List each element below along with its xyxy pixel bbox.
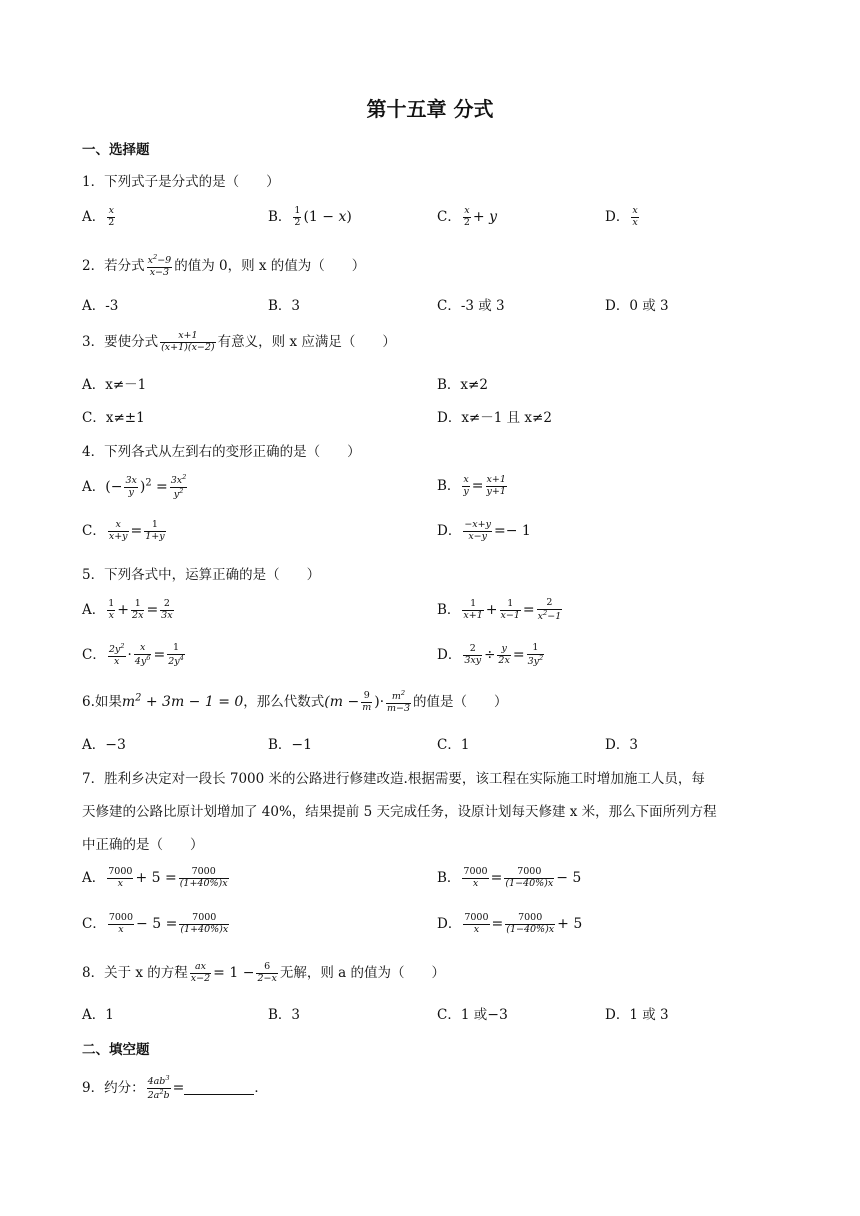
q5-option-d: D． $\frac{2}{3xy}$ ÷ $\frac{y}{2x}$ = $\frac{1}{3y^2}$ — [437, 642, 544, 668]
question-7-line-2: 天修建的公路比原计划增加了 40%，结果提前 5 天完成任务，设原计划每天修建 x 米，那么下面所列方程 — [82, 804, 717, 820]
question-4-stem: 4．下列各式从左到右的变形正确的是（ ） — [82, 444, 361, 460]
q3-option-b: B．x≠2 — [437, 377, 488, 393]
section-fill-heading: 二、填空题 — [82, 1042, 150, 1058]
q7-option-a: A． $\frac{7000}{x}$ + 5 = $\frac{7000}{(1+40\%)x}$ — [82, 866, 228, 889]
q5-option-a: A． $\frac{1}{x}$ + $\frac{1}{2x}$ = $\frac{2}{3x}$ — [82, 598, 173, 621]
q3-option-a: A．x≠－1 — [82, 377, 147, 393]
q6-option-a: A．−3 — [82, 737, 126, 753]
question-8-stem: 8．关于 x 的方程 $\frac{ax}{x-2}$ = 1 − $\frac{6}{2-x}$ 无解，则 a 的值为（ ） — [82, 961, 445, 984]
q8-option-b: B．3 — [268, 1007, 301, 1023]
q2-option-c: C．-3 或 3 — [437, 298, 505, 314]
question-9-stem: 9．约分： $\frac{4ab^3}{2a^2b}$ = ． — [82, 1074, 268, 1102]
question-5-stem: 5．下列各式中，运算正确的是（ ） — [82, 567, 321, 583]
q8-option-c: C．1 或−3 — [437, 1007, 508, 1023]
q3-option-c: C．x≠±1 — [82, 410, 145, 426]
q5-option-c: C． $\frac{2y^2}{x}$ · $\frac{x}{4y^6}$ = $\frac{1}{2y^4}$ — [82, 642, 184, 668]
q4-option-c: C． $\frac{x}{x+y}$ = $\frac{1}{1+y}$ — [82, 519, 165, 542]
q3-option-d: D．x≠－1 且 x≠2 — [437, 410, 552, 426]
q7-option-d: D． $\frac{7000}{x}$ = $\frac{7000}{(1-40\%)x}$ + 5 — [437, 912, 583, 935]
q1-option-d: D． $\frac{x}{x}$ — [605, 205, 638, 228]
q7-option-b: B． $\frac{7000}{x}$ = $\frac{7000}{(1-40\%)x}$ − 5 — [437, 866, 582, 889]
q8-option-d: D．1 或 3 — [605, 1007, 669, 1023]
question-1-stem: 1．下列式子是分式的是（ ） — [82, 174, 280, 190]
page-title: 第十五章 分式 — [366, 97, 494, 121]
q1-option-a: A． $\frac{x}{2}$ — [82, 205, 115, 228]
question-6-stem: 6.如果$m^2 + 3m - 1 = 0$，那么代数式(m − $\frac{9}{m}$ )· $\frac{m^2}{m-3}$ 的值是（ ） — [82, 689, 508, 715]
answer-blank[interactable] — [184, 1082, 254, 1095]
q8-option-a: A．1 — [82, 1007, 114, 1023]
q1-option-b: B． $\frac{1}{2}$ (1 − x) — [268, 205, 352, 228]
question-2-stem: 2．若分式 $\frac{x^2-9}{x-3}$ 的值为 0，则 x 的值为（ ） — [82, 253, 366, 279]
q7-option-c: C． $\frac{7000}{x}$ − 5 = $\frac{7000}{(1+40\%)x}$ — [82, 912, 229, 935]
q2-option-a: A．-3 — [82, 298, 119, 314]
question-3-stem: 3．要使分式 $\frac{x+1}{(x+1)(x-2)}$ 有意义，则 x 应满足（ ） — [82, 330, 396, 353]
section-choice-heading: 一、选择题 — [82, 142, 150, 158]
q2-option-d: D．0 或 3 — [605, 298, 669, 314]
question-7-line-3: 中正确的是（ ） — [82, 837, 204, 853]
q4-option-a: A．(− $\frac{3x}{y}$ )$^2$ = $\frac{3x^2}{y^2}$ — [82, 473, 187, 501]
q6-option-d: D．3 — [605, 737, 638, 753]
q5-option-b: B． $\frac{1}{x+1}$ + $\frac{1}{x-1}$ = $\frac{2}{x^2-1}$ — [437, 597, 562, 623]
q4-option-b: B． $\frac{x}{y}$ = $\frac{x+1}{y+1}$ — [437, 474, 506, 497]
q1-option-c: C． $\frac{x}{2}$ + y — [437, 205, 497, 228]
q6-option-b: B．−1 — [268, 737, 313, 753]
q2-option-b: B．3 — [268, 298, 301, 314]
q6-option-c: C．1 — [437, 737, 470, 753]
question-7-line-1: 7．胜利乡决定对一段长 7000 米的公路进行修建改造.根据需要，该工程在实际施工时增加施工人员，每 — [82, 771, 705, 787]
q4-option-d: D． $\frac{-x+y}{x-y}$ =− 1 — [437, 519, 531, 542]
